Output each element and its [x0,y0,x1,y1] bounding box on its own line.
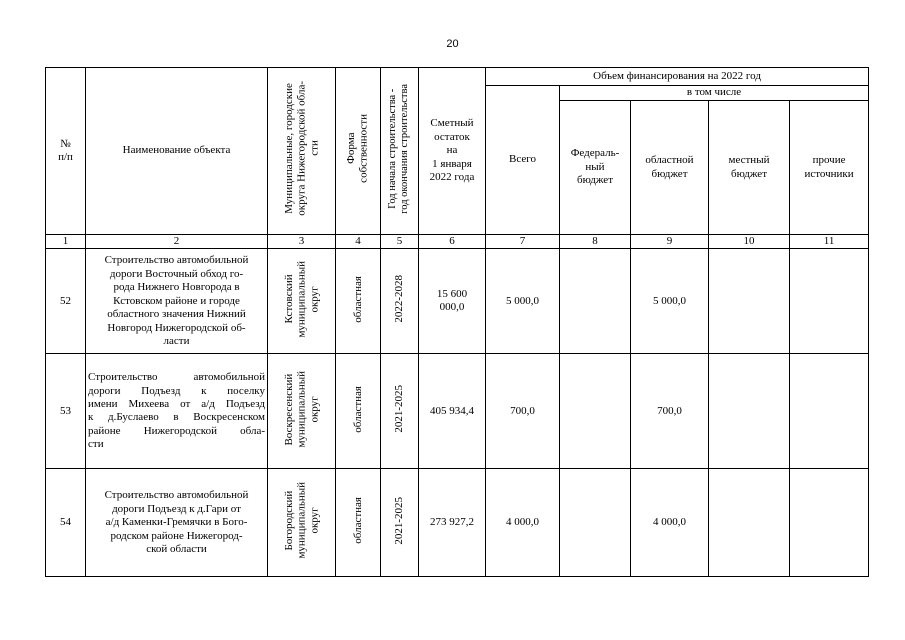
column-number: 9 [631,235,709,249]
row-num: 52 [46,249,86,354]
column-number: 10 [709,235,790,249]
column-number: 1 [46,235,86,249]
federal [560,354,631,469]
regional: 700,0 [631,354,709,469]
table-row [46,469,869,577]
local [709,249,790,354]
municipality: Кстовский муниципальный округ [268,249,336,354]
regional: 4 000,0 [631,469,709,577]
years: 2021-2025 [381,354,419,469]
header-municipality: Муниципальные, городские округа Нижегородской обла- сти [268,68,336,235]
page-number: 20 [446,38,459,50]
header-local: местный бюджет [709,101,790,235]
financing-table [45,67,869,577]
column-number: 11 [790,235,869,249]
ownership: областная [336,354,381,469]
object-name: Строительство автомобильной дороги Подъезд к д.Гари от а/д Каменки-Гремячки в Бого- родском районе Нижегород- ской области [86,469,268,577]
object-name: Строительство автомобильной дороги Восточный обход го- рода Нижнего Новгорода в Кстовском районе и городе областного значения Нижний Новгород Нижегородской об- ласти [86,249,268,354]
table-row [46,249,869,354]
row-num: 54 [46,469,86,577]
total: 4 000,0 [486,469,560,577]
other [790,469,869,577]
header-financing-group: Объем финансирования на 2022 год [486,68,869,86]
years: 2022-2028 [381,249,419,354]
total: 700,0 [486,354,560,469]
column-number-row [46,235,869,249]
column-number: 7 [486,235,560,249]
header-other: прочие источники [790,101,869,235]
header-including: в том числе [560,86,869,101]
local [709,354,790,469]
estimate: 273 927,2 [419,469,486,577]
header-total: Всего [486,86,560,235]
header-ownership: Форма собственности [336,68,381,235]
object-name: Строительство автомобильной дороги Подъезд к поселку имени Михеева от а/д Подъезд к д.Буслаево в Воскресенском районе Нижегородской обла- сти [86,354,268,469]
other [790,354,869,469]
column-number: 3 [268,235,336,249]
header-num: № п/п [46,68,86,235]
local [709,469,790,577]
federal [560,249,631,354]
column-number: 2 [86,235,268,249]
header-name: Наименование объекта [86,68,268,235]
column-number: 4 [336,235,381,249]
header-estimate: Сметный остаток на 1 января 2022 года [419,68,486,235]
municipality: Богородский муниципальный округ [268,469,336,577]
ownership: областная [336,469,381,577]
federal [560,469,631,577]
column-number: 6 [419,235,486,249]
ownership: областная [336,249,381,354]
column-number: 8 [560,235,631,249]
header-row-1 [46,68,869,86]
header-years: Год начала строительства - год окончания строительства [381,68,419,235]
table-row [46,354,869,469]
municipality: Воскресенский муниципальный округ [268,354,336,469]
total: 5 000,0 [486,249,560,354]
header-federal: Федераль- ный бюджет [560,101,631,235]
regional: 5 000,0 [631,249,709,354]
other [790,249,869,354]
header-regional: областной бюджет [631,101,709,235]
estimate: 405 934,4 [419,354,486,469]
row-num: 53 [46,354,86,469]
years: 2021-2025 [381,469,419,577]
column-number: 5 [381,235,419,249]
estimate: 15 600 000,0 [419,249,486,354]
